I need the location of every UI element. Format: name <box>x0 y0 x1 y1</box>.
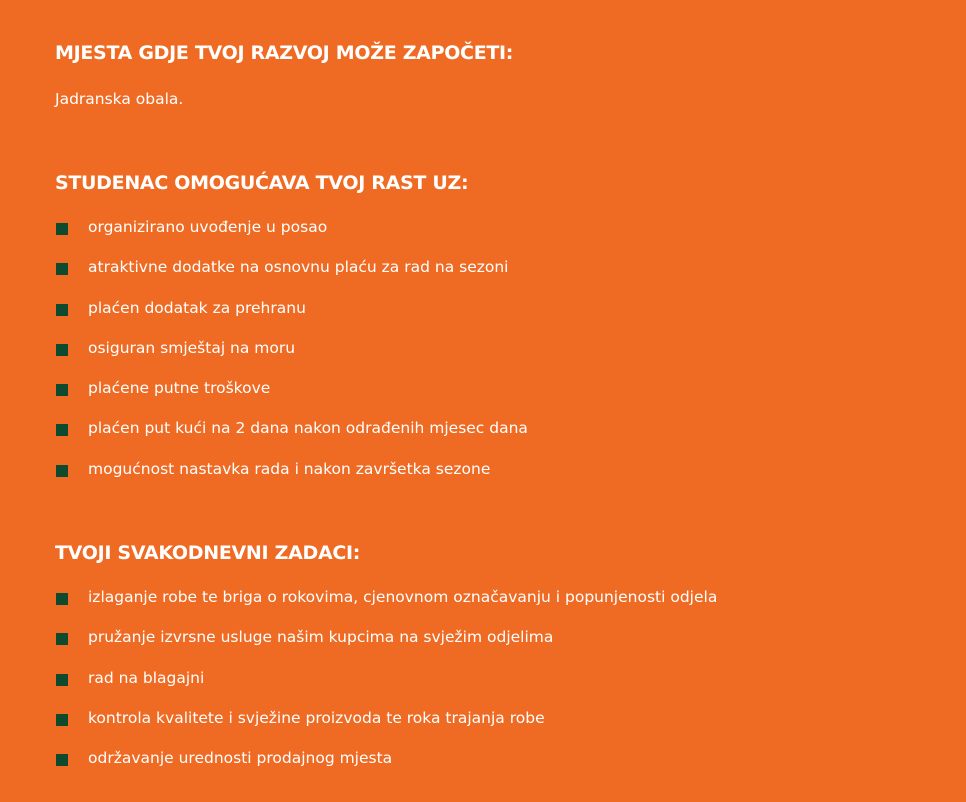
square-bullet-icon <box>56 714 68 726</box>
square-bullet-icon <box>56 633 68 645</box>
square-bullet-icon <box>56 344 68 356</box>
list-item-label: izlaganje robe te briga o rokovima, cjenovnom označavanju i popunjenosti odjela <box>88 588 718 606</box>
square-bullet-icon <box>56 263 68 275</box>
square-bullet-icon <box>56 424 68 436</box>
list-item-label: mogućnost nastavka rada i nakon završetka sezone <box>88 459 491 478</box>
list-item-label: atraktivne dodatke na osnovnu plaću za rad na sezoni <box>88 258 509 277</box>
locations-heading: MJESTA GDJE TVOJ RAZVOJ MOŽE ZAPOČETI: <box>55 42 514 64</box>
list-item-label: organizirano uvođenje u posao <box>88 218 328 236</box>
list-item-label: plaćen dodatak za prehranu <box>88 298 306 317</box>
square-bullet-icon <box>56 593 68 605</box>
tasks-heading: TVOJI SVAKODNEVNI ZADACI: <box>55 542 361 564</box>
list-item-label: kontrola kvalitete i svježine proizvoda te roka trajanja robe <box>88 708 545 727</box>
list-item-label: rad na blagajni <box>88 668 205 687</box>
list-item-label: održavanje urednosti prodajnog mjesta <box>88 749 393 768</box>
locations-text: Jadranska obala. <box>55 90 184 108</box>
square-bullet-icon <box>56 223 68 235</box>
square-bullet-icon <box>56 384 68 396</box>
list-item-label: plaćene putne troškove <box>88 379 271 398</box>
square-bullet-icon <box>56 465 68 477</box>
list-item-label: pružanje izvrsne usluge našim kupcima na svježim odjelima <box>88 628 554 647</box>
benefits-heading: STUDENAC OMOGUĆAVA TVOJ RAST UZ: <box>55 172 469 194</box>
square-bullet-icon <box>56 304 68 316</box>
list-item-label: osiguran smještaj na moru <box>88 338 296 357</box>
square-bullet-icon <box>56 674 68 686</box>
square-bullet-icon <box>56 754 68 766</box>
list-item-label: plaćen put kući na 2 dana nakon odrađenih mjesec dana <box>88 419 528 438</box>
